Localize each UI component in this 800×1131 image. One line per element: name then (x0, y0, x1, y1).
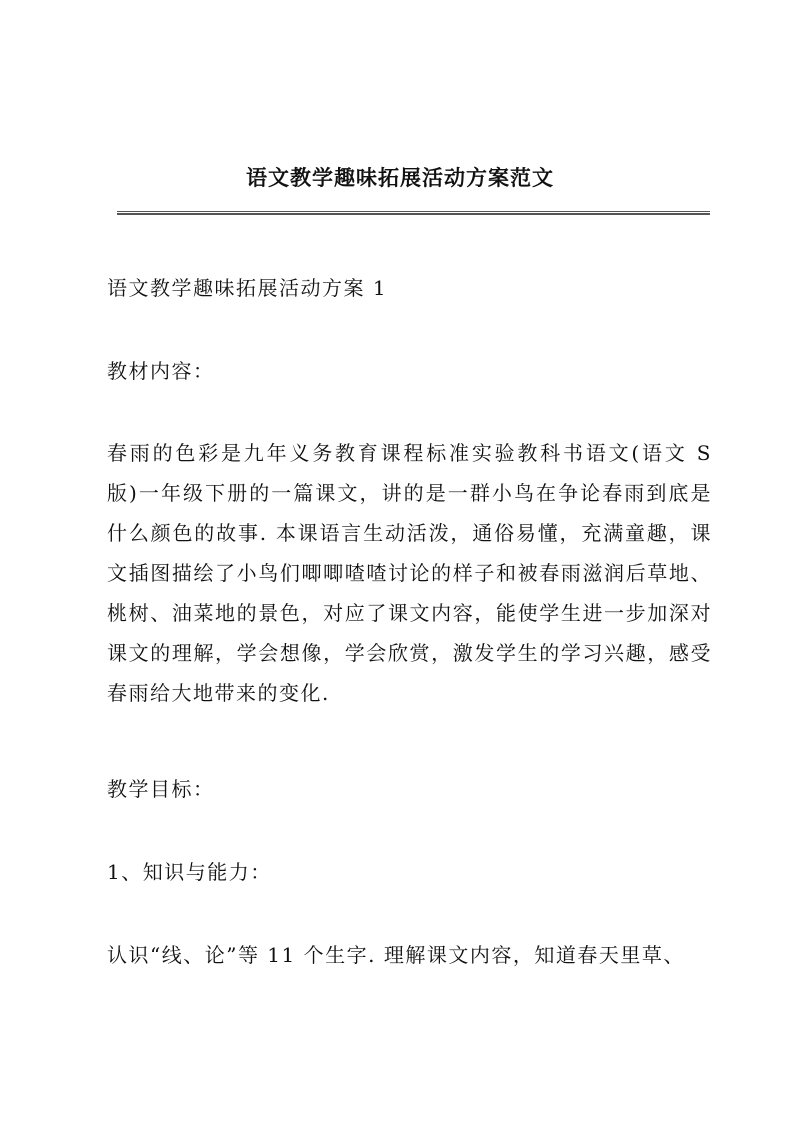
goal-label: 教学目标： (107, 777, 215, 801)
goal-item-knowledge-label: 1、知识与能力： (107, 860, 272, 884)
title-divider (117, 211, 710, 215)
material-paragraph: 春雨的色彩是九年义务教育课程标准实验教科书语文(语文 S 版)一年级下册的一篇课文，讲的是一群小鸟在争论春雨到底是什么颜色的故事. 本课语言生动活泼，通俗易懂，充满童趣，课文插图描绘了小鸟们唧唧喳喳讨论的样子和被春雨滋润后草地、桃树、油菜地的景色，对应了课文内容，能使学生进一步加深对课文的理解，学会想像，学会欣赏，激发学生的学习兴趣，感受春雨给大地带来的变化. (107, 441, 712, 705)
document-title: 语文教学趣味拓展活动方案范文 (246, 165, 554, 190)
section-title: 语文教学趣味拓展活动方案 1 (107, 276, 388, 300)
goal-item-knowledge-paragraph: 认识“线、论”等 11 个生字. 理解课文内容，知道春天里草、 (107, 943, 685, 967)
material-label: 教材内容： (107, 359, 215, 383)
